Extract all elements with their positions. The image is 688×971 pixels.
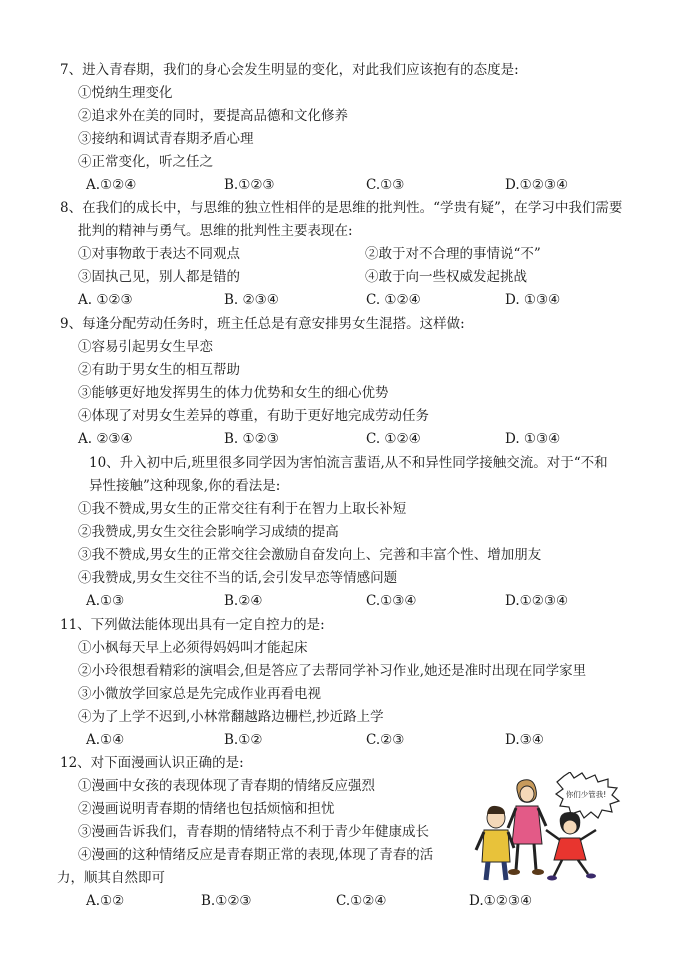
q10-item-1: ①我不赞成,男女生的正常交往有利于在智力上取长补短 [78,501,407,517]
q10-option-c[interactable]: C.①③④ [366,593,417,609]
q9-options [78,428,638,451]
q10-option-a[interactable]: A.①③ [86,593,125,609]
q8-item-3: ③固执己见，别人都是错的 [78,269,240,285]
girl-figure [546,812,596,881]
q12-option-a[interactable]: A.①② [86,893,125,909]
q8-option-c[interactable]: C. ①②④ [366,292,421,308]
mother-figure [508,780,546,875]
q7-stem: 7、进入青春期，我们的身心会发生明显的变化，对此我们应该抱有的态度是: [60,62,519,78]
q8-options [78,289,638,312]
speech-bubble [556,772,619,818]
q8-option-b[interactable]: B. ②③④ [224,292,279,308]
q10-options [78,590,638,613]
bubble-text: 你们少管我! [565,790,607,799]
q8-option-a[interactable]: A. ①②③ [78,292,133,308]
q12-item-3: ③漫画告诉我们，青春期的情绪特点不利于青少年健康成长 [78,824,429,840]
q9-item-3: ③能够更好地发挥男生的体力优势和女生的细心优势 [78,385,389,401]
q11-item-1: ①小枫每天早上必须得妈妈叫才能起床 [78,640,308,656]
q10-item-2: ②我赞成,男女生交往会影响学习成绩的提高 [78,524,339,540]
q11-option-d[interactable]: D.③④ [505,732,544,748]
q11-option-c[interactable]: C.②③ [366,732,405,748]
q8-stem-line-2: 批判的精神与勇气。思维的批判性主要表现在: [78,223,353,239]
q8-items-row-2 [78,266,638,289]
q7-item-1: ①悦纳生理变化 [78,85,173,101]
q7-options [78,174,638,197]
q7-item-2: ②追求外在美的同时，要提高品德和文化修养 [78,108,348,124]
q10-stem-line-2: 异性接触”这种现象,你的看法是: [89,478,281,494]
q9-option-c[interactable]: C. ①②④ [366,431,421,447]
q11-option-b[interactable]: B.①② [224,732,263,748]
q12-options [78,890,638,913]
q12-item-2: ②漫画说明青春期的情绪也包括烦恼和担忧 [78,801,335,817]
q11-options [78,729,638,752]
q9-item-2: ②有助于男女生的相互帮助 [78,362,240,378]
q9-item-4: ④体现了对男女生差异的尊重，有助于更好地完成劳动任务 [78,408,429,424]
q10-item-3: ③我不赞成,男女生的正常交往会激励自奋发向上、完善和丰富个性、增加朋友 [78,547,542,563]
q12-stem: 12、对下面漫画认识正确的是: [60,755,244,771]
q9-option-a[interactable]: A. ②③④ [78,431,133,447]
q7-item-4: ④正常变化，听之任之 [78,154,213,170]
father-figure [476,806,514,880]
q7-option-d[interactable]: D.①②③④ [505,177,569,193]
q12-option-b[interactable]: B.①②③ [201,893,252,909]
q10-stem-line-1: 10、升入初中后,班里很多同学因为害怕流言蜚语,从不和异性同学接触交流。对于“不和 [89,455,608,471]
q9-option-b[interactable]: B. ①②③ [224,431,279,447]
q12-option-c[interactable]: C.①②④ [336,893,387,909]
q11-stem: 11、下列做法能体现出具有一定自控力的是: [60,617,325,633]
q11-item-4: ④为了上学不迟到,小林常翻越路边栅栏,抄近路上学 [78,709,384,725]
q11-item-2: ②小玲很想看精彩的演唱会,但是答应了去帮同学补习作业,她还是准时出现在同学家里 [78,663,587,679]
q11-option-a[interactable]: A.①④ [86,732,125,748]
q10-item-4: ④我赞成,男女生交往不当的话,会引发早恋等情感问题 [78,570,398,586]
q12-item-1: ①漫画中女孩的表现体现了青春期的情绪反应强烈 [78,778,375,794]
cartoon-illustration [474,772,626,884]
q7-option-c[interactable]: C.①③ [366,177,405,193]
q10-option-b[interactable]: B.②④ [224,593,263,609]
q7-option-a[interactable]: A.①②④ [86,177,137,193]
q12-item-4: ④漫画的这种情绪反应是青春期正常的表现,体现了青春的活 [78,847,434,863]
q9-stem: 9、每逢分配劳动任务时，班主任总是有意安排男女生混搭。这样做: [60,316,465,332]
q8-item-4: ④敢于向一些权威发起挑战 [365,269,527,285]
q12-item-4-cont: 力，顺其自然即可 [57,870,165,886]
q12-option-d[interactable]: D.①②③④ [469,893,533,909]
q10-option-d[interactable]: D.①②③④ [505,593,569,609]
q8-option-d[interactable]: D. ①③④ [505,292,561,308]
q8-item-1: ①对事物敢于表达不同观点 [78,246,240,262]
q9-option-d[interactable]: D. ①③④ [505,431,561,447]
q7-option-b[interactable]: B.①②③ [224,177,275,193]
q7-item-3: ③接纳和调试青春期矛盾心理 [78,131,254,147]
q8-item-2: ②敢于对不合理的事情说“不” [365,246,541,262]
q11-item-3: ③小微放学回家总是先完成作业再看电视 [78,686,321,702]
q9-item-1: ①容易引起男女生早恋 [78,339,213,355]
q8-stem-line-1: 8、在我们的成长中，与思维的独立性相伴的是思维的批判性。“学贵有疑”，在学习中我们需要 [60,200,623,216]
q8-items-row-1 [78,243,638,266]
